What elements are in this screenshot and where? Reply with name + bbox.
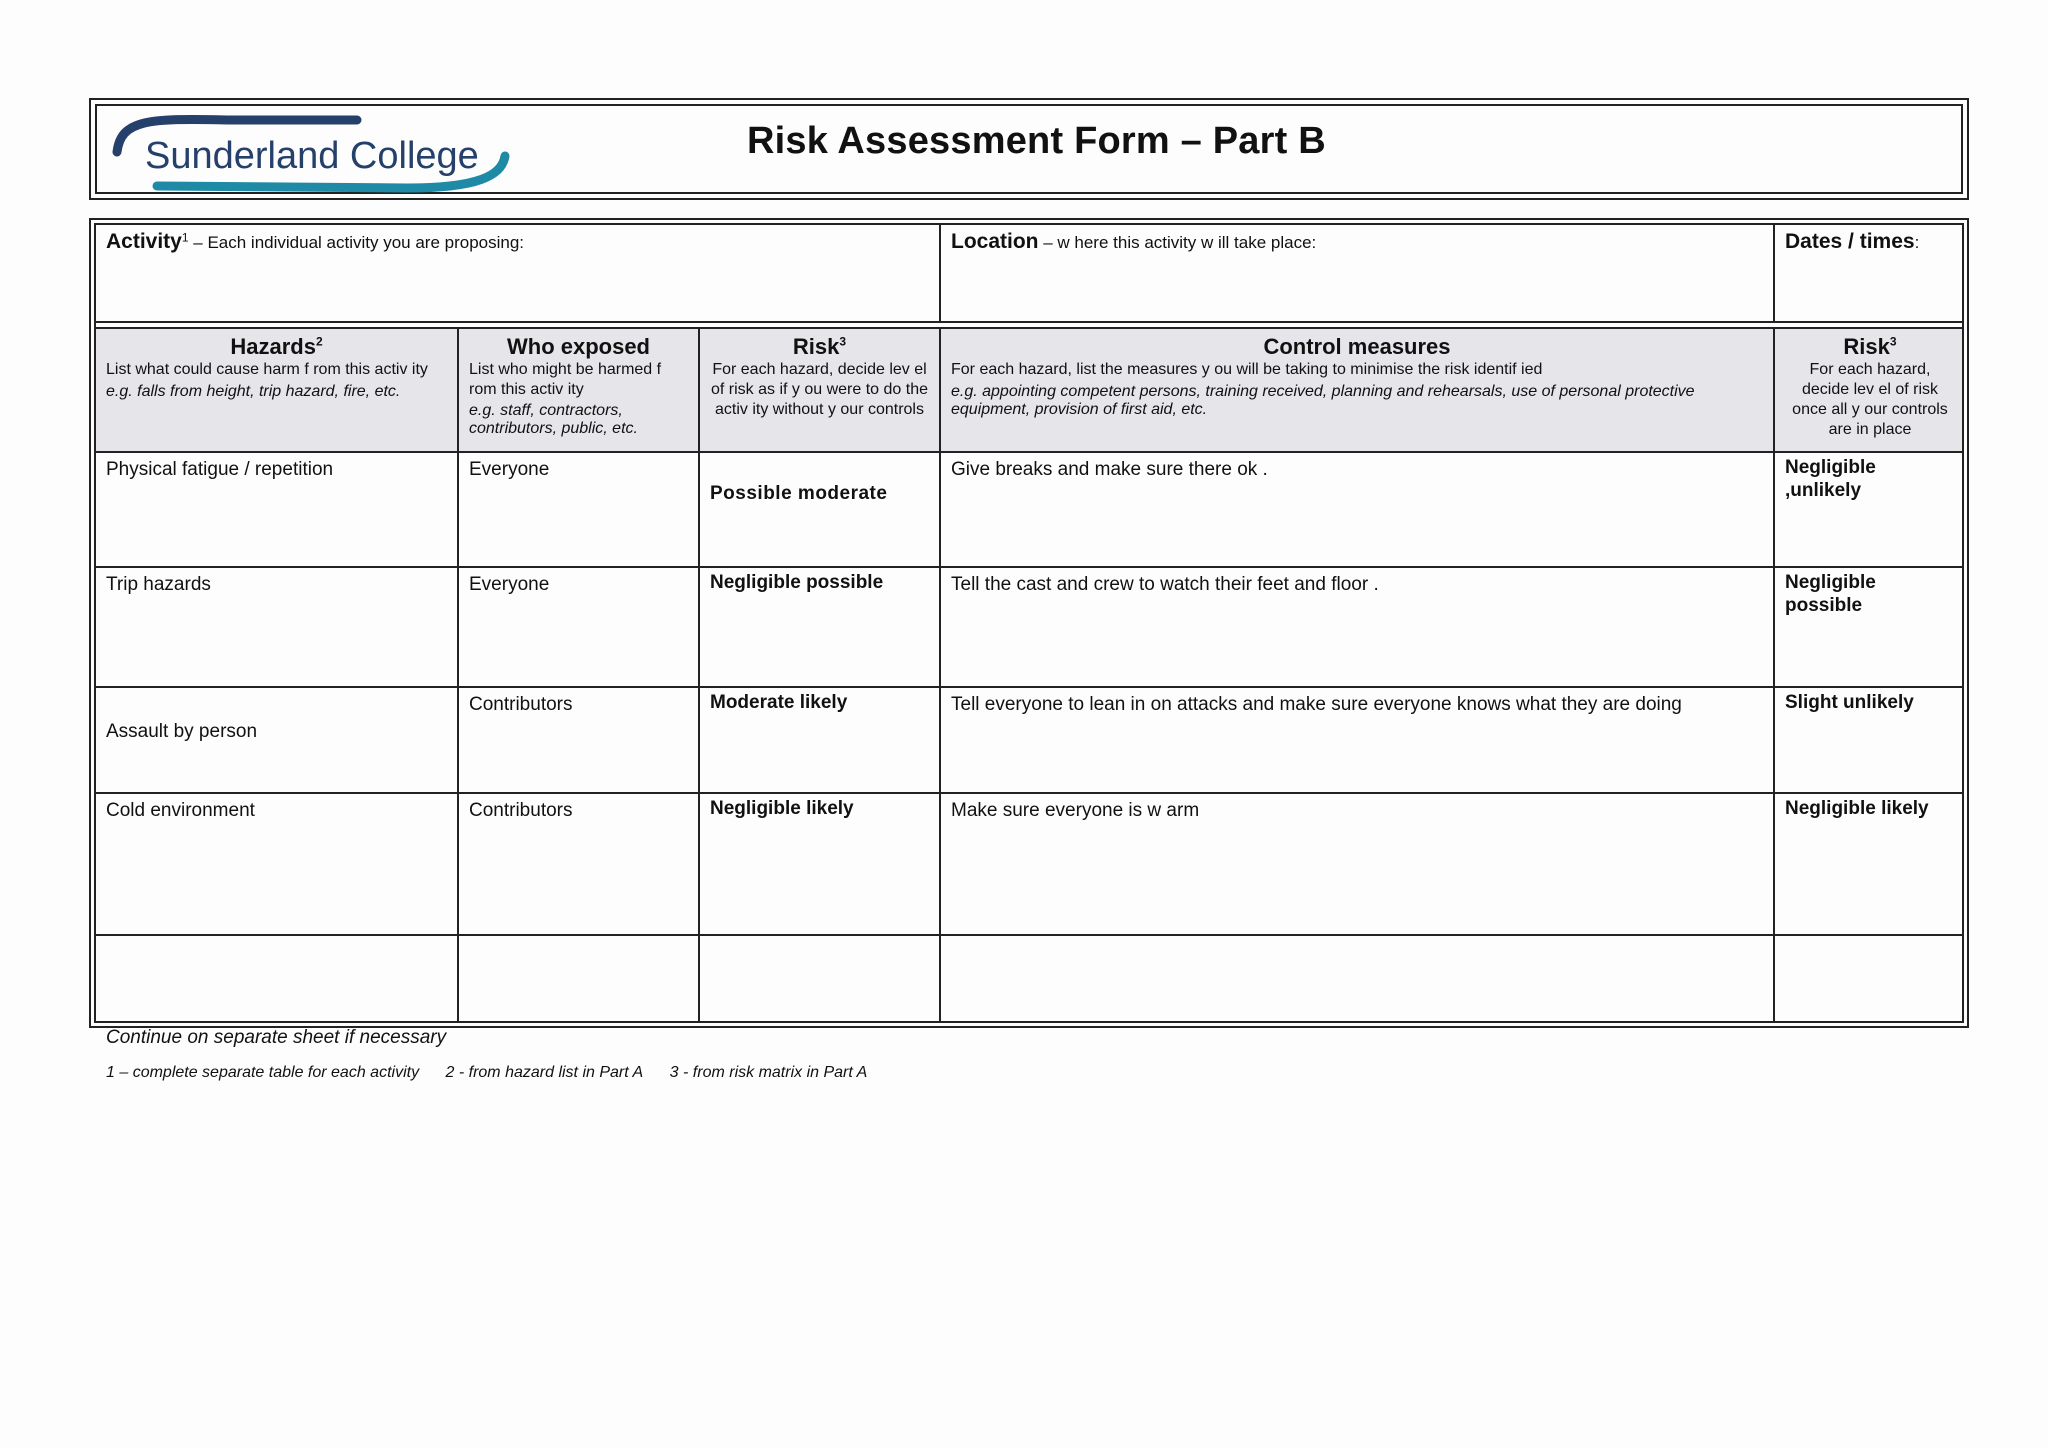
table-row-4-risk-after[interactable]: Negligible likely [1785,798,1929,819]
col-header-who-exposed: Who exposed List who might be harmed f rom this activ ity e.g. staff, contractors, contributors, public, etc. [469,334,662,437]
table-row-1-who[interactable]: Everyone [469,459,550,480]
continue-note: Continue on separate sheet if necessary [106,1027,447,1048]
col-header-hazards: Hazards$^2$ List what could cause harm f rom this activ ity e.g. falls from height, trip hazard, fire, etc. [106,334,428,400]
footnote-2: 2 - from hazard list in Part A [445,1064,644,1081]
risk-assessment-table [89,218,1969,1028]
col-header-risk-before: Risk$^3$ For each hazard, decide lev el of risk as if y ou were to do the activ ity without y our controls [711,334,928,418]
table-row-1-control[interactable]: Give breaks and make sure there ok . [951,459,1268,480]
footnote-3: 3 - from risk matrix in Part A [669,1064,868,1081]
location-description: – w here this activity w ill take place: [1038,233,1317,252]
table-row-2-control[interactable]: Tell the cast and crew to watch their feet and floor . [951,574,1379,595]
table-row-3-hazard[interactable]: Assault by person [106,721,258,742]
footnote-1: 1 – complete separate table for each activity [106,1064,420,1081]
activity-cell[interactable]: Activity$^1$ – Each individual activity you are proposing: [106,230,525,253]
logo-text: Sunderland College [145,135,479,177]
table-row-4-who[interactable]: Contributors [469,800,573,821]
table-row-2-hazard[interactable]: Trip hazards [106,574,211,595]
footnotes [106,1064,889,1082]
activity-description: – Each individual activity you are proposing: [188,233,525,252]
dates-label: Dates / times [1785,230,1915,253]
table-row-4-control[interactable]: Make sure everyone is w arm [951,800,1200,821]
location-label: Location [951,230,1039,253]
table-row-1-risk-before[interactable]: Possible moderate [710,483,888,504]
sunderland-college-logo [107,112,517,196]
table-row-3-control[interactable]: Tell everyone to lean in on attacks and make sure everyone knows what they are doing [951,694,1682,715]
table-row-2-risk-after[interactable]: Negligible possible [1785,572,1876,616]
table-row-5-control[interactable] [941,936,1773,1021]
table-row-1-risk-after[interactable]: Negligible ,unlikely [1785,457,1876,501]
table-row-2-risk-before[interactable]: Negligible possible [710,572,884,593]
activity-label: Activity [106,230,182,253]
page-title: Risk Assessment Form – Part B [747,120,1326,162]
table-row-1-hazard[interactable]: Physical fatigue / repetition [106,459,334,480]
table-row-5-risk-before[interactable] [700,936,939,1021]
table-row-3-risk-after[interactable]: Slight unlikely [1785,692,1914,713]
table-row-5-hazard[interactable] [96,936,457,1021]
table-row-4-risk-before[interactable]: Negligible likely [710,798,854,819]
table-row-2-who[interactable]: Everyone [469,574,550,595]
col-header-control-measures: Control measures For each hazard, list the measures y ou will be taking to minimise the risk identif ied e.g. appointing competent persons, training received, planning and rehearsals, use of personal protective equipment, provision of first aid, etc. [951,334,1695,418]
form-header [89,98,1969,200]
table-row-5-risk-after[interactable] [1775,936,1965,1021]
dates-cell[interactable]: Dates / times: [1785,230,1920,253]
col-header-risk-after: Risk$^3$ For each hazard, decide lev el of risk once all y our controls are in place [1792,334,1948,438]
location-cell[interactable] [941,225,1773,321]
table-row-5-who[interactable] [459,936,698,1021]
table-row-4-hazard[interactable]: Cold environment [106,800,255,821]
table-row-3-risk-before[interactable]: Moderate likely [710,692,848,713]
table-row-3-who[interactable]: Contributors [469,694,573,715]
